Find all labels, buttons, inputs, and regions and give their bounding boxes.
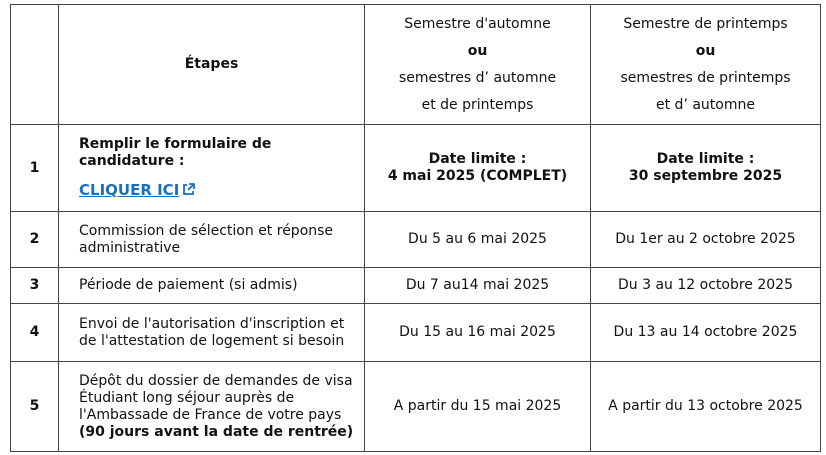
autumn-dates: Du 5 au 6 mai 2025 bbox=[365, 212, 591, 268]
header-spring-line1: Semestre de printemps bbox=[623, 15, 788, 32]
spring-deadline-label: Date limite : bbox=[656, 151, 755, 167]
autumn-dates: Du 7 au14 mai 2025 bbox=[365, 268, 591, 304]
step-cell: Période de paiement (si admis) bbox=[59, 268, 365, 304]
table-row bbox=[11, 125, 821, 212]
autumn-dates: A partir du 15 mai 2025 bbox=[365, 362, 591, 452]
step-number: 1 bbox=[11, 125, 59, 212]
step-number: 3 bbox=[11, 268, 59, 304]
step-number: 5 bbox=[11, 362, 59, 452]
header-autumn-line3: semestres d’ automne bbox=[398, 69, 557, 86]
external-link-icon[interactable] bbox=[182, 183, 195, 196]
step-cell: Envoi de l'autorisation d'inscription et de l'attestation de logement si besoin bbox=[59, 304, 365, 362]
table-row bbox=[11, 212, 821, 268]
step-number: 2 bbox=[11, 212, 59, 268]
header-autumn-line1: Semestre d'automne bbox=[404, 15, 551, 32]
header-spring-line3: semestres de printemps bbox=[620, 69, 791, 86]
header-number-cell bbox=[11, 5, 59, 125]
step-cell bbox=[59, 125, 365, 212]
table-row bbox=[11, 268, 821, 304]
step-cell bbox=[59, 362, 365, 452]
header-autumn bbox=[365, 5, 591, 125]
autumn-deadline-date: 4 mai 2025 (COMPLET) bbox=[387, 168, 568, 184]
spring-dates: A partir du 13 octobre 2025 bbox=[591, 362, 821, 452]
step-cell: Commission de sélection et réponse administrative bbox=[59, 212, 365, 268]
step-number: 4 bbox=[11, 304, 59, 362]
step-title: Remplir le formulaire de candidature : bbox=[79, 136, 272, 169]
autumn-deadline bbox=[365, 125, 591, 212]
spring-dates: Du 3 au 12 octobre 2025 bbox=[591, 268, 821, 304]
calendar-table bbox=[10, 4, 821, 452]
autumn-deadline-label: Date limite : bbox=[428, 151, 527, 167]
header-spring-line4: et d’ automne bbox=[656, 96, 755, 113]
autumn-dates: Du 15 au 16 mai 2025 bbox=[365, 304, 591, 362]
spring-dates: Du 1er au 2 octobre 2025 bbox=[591, 212, 821, 268]
spring-deadline-date: 30 septembre 2025 bbox=[628, 168, 783, 184]
table-row bbox=[11, 362, 821, 452]
spring-deadline bbox=[591, 125, 821, 212]
spring-dates: Du 13 au 14 octobre 2025 bbox=[591, 304, 821, 362]
table-row bbox=[11, 304, 821, 362]
application-form-link[interactable] bbox=[79, 182, 195, 199]
link-label[interactable]: CLIQUER ICI bbox=[79, 181, 180, 199]
header-autumn-line4: et de printemps bbox=[421, 96, 534, 113]
header-steps: Étapes bbox=[59, 5, 365, 125]
header-row bbox=[11, 5, 821, 125]
step-note: (90 jours avant la date de rentrée) bbox=[79, 423, 354, 440]
header-spring-or: ou bbox=[695, 42, 716, 59]
header-autumn-or: ou bbox=[467, 42, 488, 59]
step-text: Dépôt du dossier de demandes de visa Étudiant long séjour auprès de l'Ambassade de France de votre pays bbox=[79, 372, 353, 423]
header-spring bbox=[591, 5, 821, 125]
